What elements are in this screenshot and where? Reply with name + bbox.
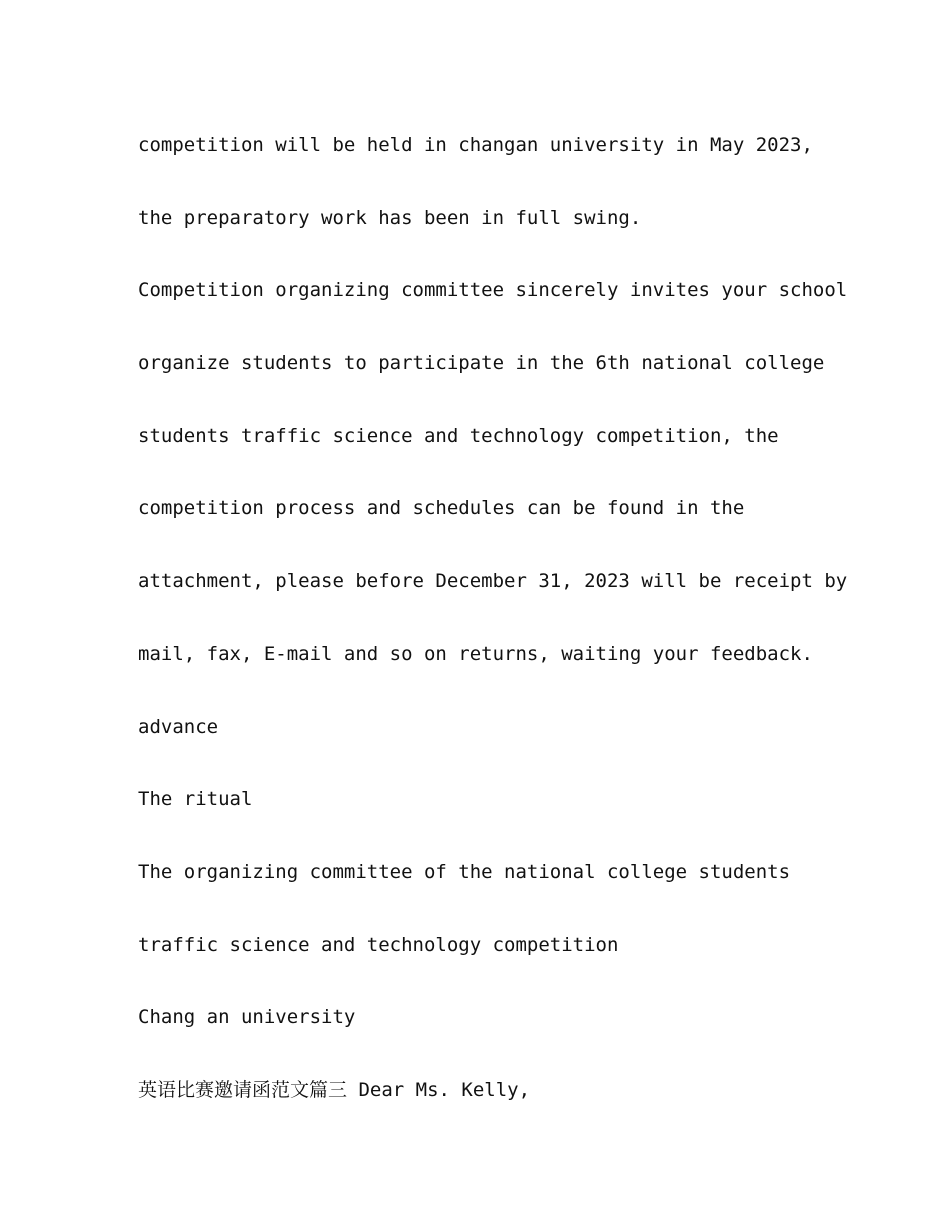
text-line: mail, fax, E-mail and so on returns, waiting your feedback. <box>138 642 813 665</box>
text-line: advance <box>138 715 219 738</box>
text-line: the preparatory work has been in full swing. <box>138 206 642 229</box>
text-line: The ritual <box>138 788 253 811</box>
text-line: Chang an university <box>138 1006 356 1029</box>
text-line: The organizing committee of the national college students <box>138 860 791 883</box>
text-line: 英语比赛邀请函范文篇三 Dear Ms. Kelly, <box>138 1078 531 1101</box>
text-line: competition will be held in changan university in May 2023, <box>138 134 813 156</box>
document-body <box>138 126 848 1144</box>
text-line: Competition organizing committee sincerely invites your school <box>138 279 848 302</box>
text-line: organize students to participate in the 6th national college <box>138 352 825 375</box>
text-line: students traffic science and technology competition, the <box>138 424 779 447</box>
text-line: competition process and schedules can be found in the <box>138 497 745 520</box>
text-line: attachment, please before December 31, 2023 will be receipt by <box>138 570 848 593</box>
text-line: traffic science and technology competition <box>138 933 619 956</box>
